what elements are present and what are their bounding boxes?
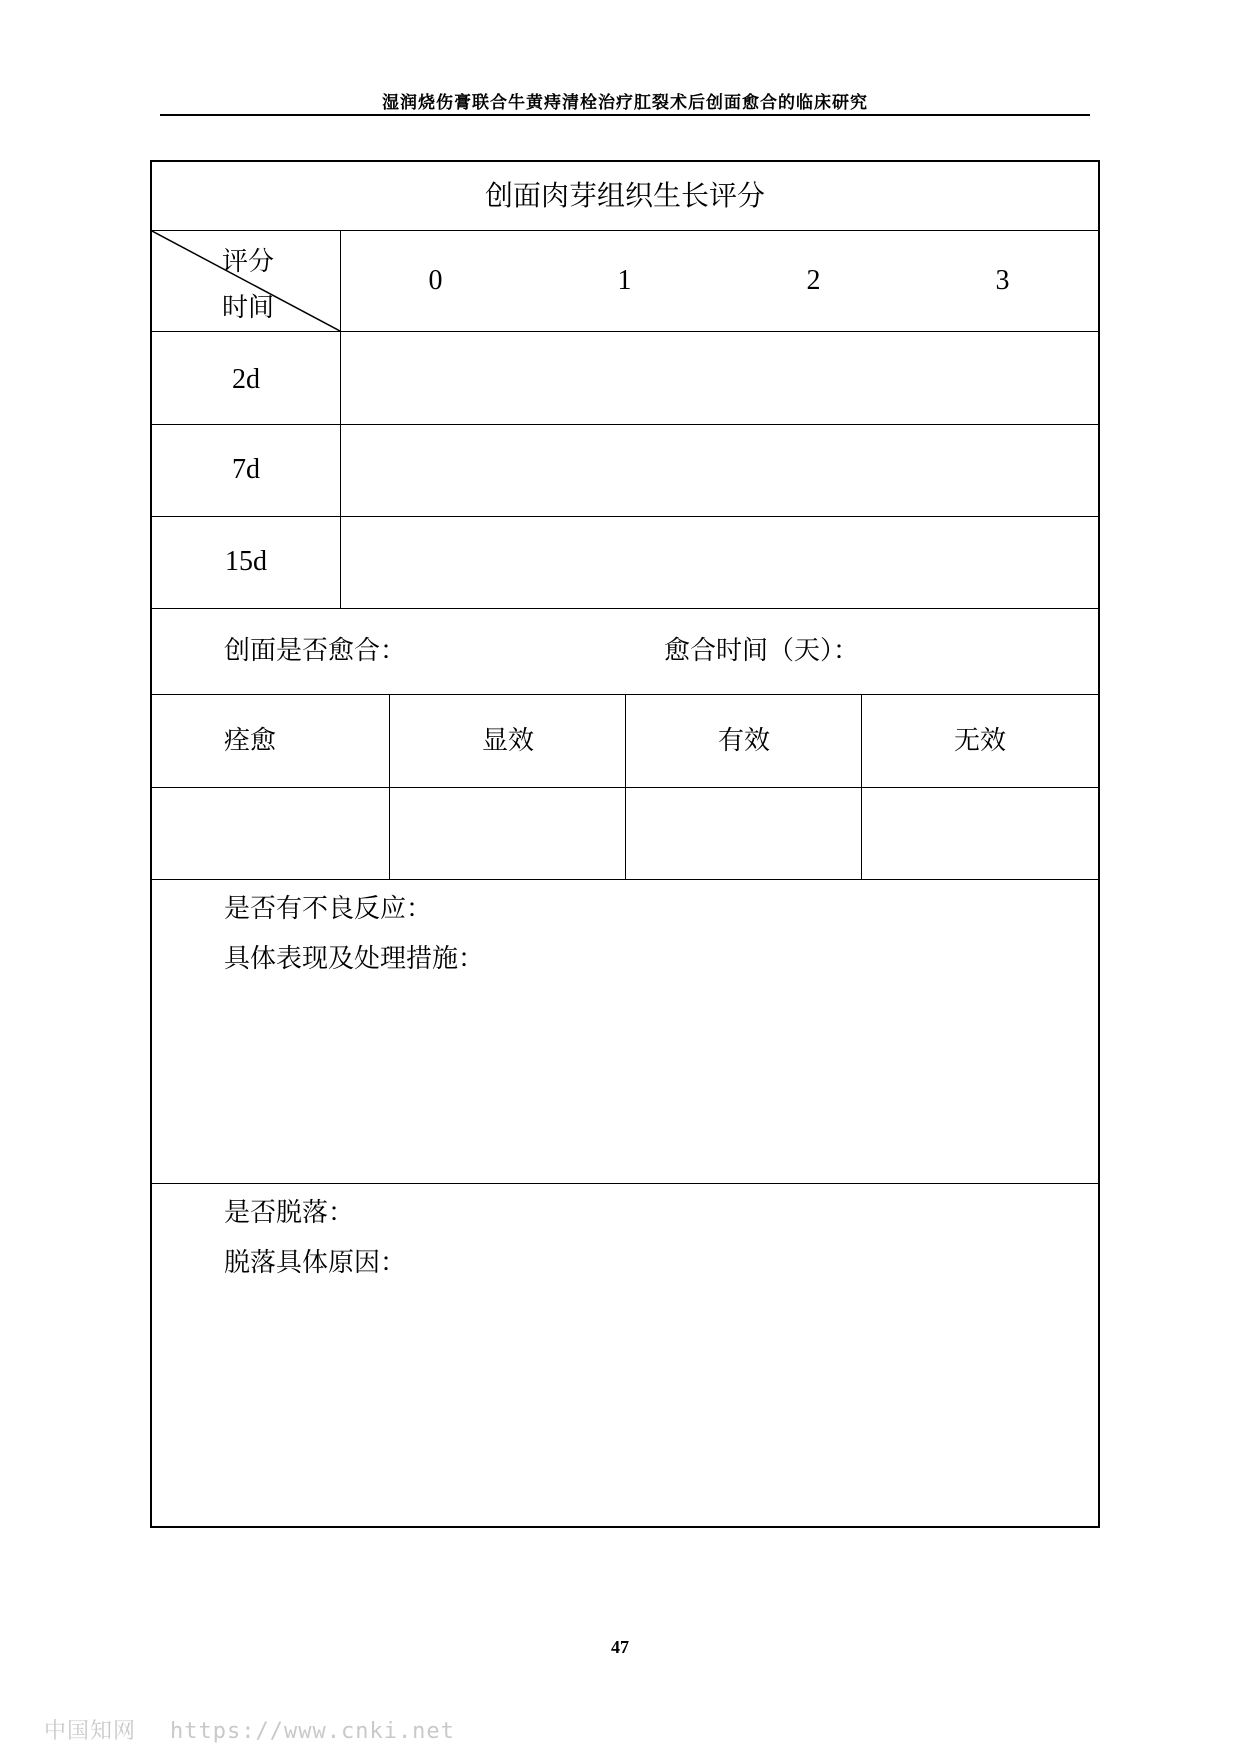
measures-label: 具体表现及处理措施： bbox=[224, 944, 485, 974]
outcome-ineffective-entry[interactable] bbox=[863, 788, 1098, 879]
diagonal-header-cell bbox=[152, 231, 340, 331]
healing-time-label: 愈合时间（天）： bbox=[664, 636, 860, 666]
cnki-watermark bbox=[44, 1714, 455, 1745]
time-row-2d: 2d bbox=[232, 364, 260, 395]
score-column-1: 1 bbox=[617, 265, 632, 296]
score-entry-15d[interactable] bbox=[342, 517, 1098, 608]
watermark-cnki-name: 中国知网 bbox=[44, 1719, 137, 1744]
page-number: 47 bbox=[611, 1637, 629, 1657]
adverse-reaction-entry[interactable] bbox=[224, 992, 1084, 1177]
outcome-markedly-effective: 显效 bbox=[481, 726, 534, 756]
score-column-2: 2 bbox=[806, 265, 821, 296]
form-title: 创面肉芽组织生长评分 bbox=[484, 179, 765, 212]
outcome-cured: 痊愈 bbox=[224, 726, 277, 756]
diagonal-header-score: 评分 bbox=[222, 247, 275, 277]
divider bbox=[152, 879, 1098, 880]
score-column-0: 0 bbox=[428, 265, 443, 296]
score-entry-7d[interactable] bbox=[342, 425, 1098, 516]
outcome-markedly-effective-entry[interactable] bbox=[391, 788, 625, 879]
score-entry-2d[interactable] bbox=[342, 332, 1098, 424]
adverse-reaction-label: 是否有不良反应： bbox=[224, 894, 433, 924]
header-title: 湿润烧伤膏联合牛黄痔清栓治疗肛裂术后创面愈合的临床研究 bbox=[382, 93, 868, 113]
watermark-url[interactable]: https://www.cnki.net bbox=[170, 1719, 455, 1744]
time-row-15d: 15d bbox=[225, 546, 267, 577]
outcome-effective: 有效 bbox=[717, 726, 770, 756]
healed-entry[interactable] bbox=[412, 609, 662, 694]
diagonal-header-time: 时间 bbox=[222, 293, 275, 323]
healed-label: 创面是否愈合： bbox=[224, 636, 407, 666]
dropout-reason-entry[interactable] bbox=[224, 1296, 1084, 1516]
dropout-reason-label: 脱落具体原因： bbox=[224, 1248, 407, 1278]
assessment-form bbox=[150, 160, 1100, 1528]
outcome-cured-entry[interactable] bbox=[152, 788, 389, 879]
dropout-label: 是否脱落： bbox=[224, 1198, 355, 1228]
healing-time-entry[interactable] bbox=[882, 609, 1092, 694]
score-column-3: 3 bbox=[995, 265, 1010, 296]
divider bbox=[152, 1183, 1098, 1184]
header-rule bbox=[160, 114, 1090, 116]
time-row-7d: 7d bbox=[232, 454, 260, 485]
outcome-ineffective: 无效 bbox=[953, 726, 1006, 756]
outcome-effective-entry[interactable] bbox=[627, 788, 861, 879]
